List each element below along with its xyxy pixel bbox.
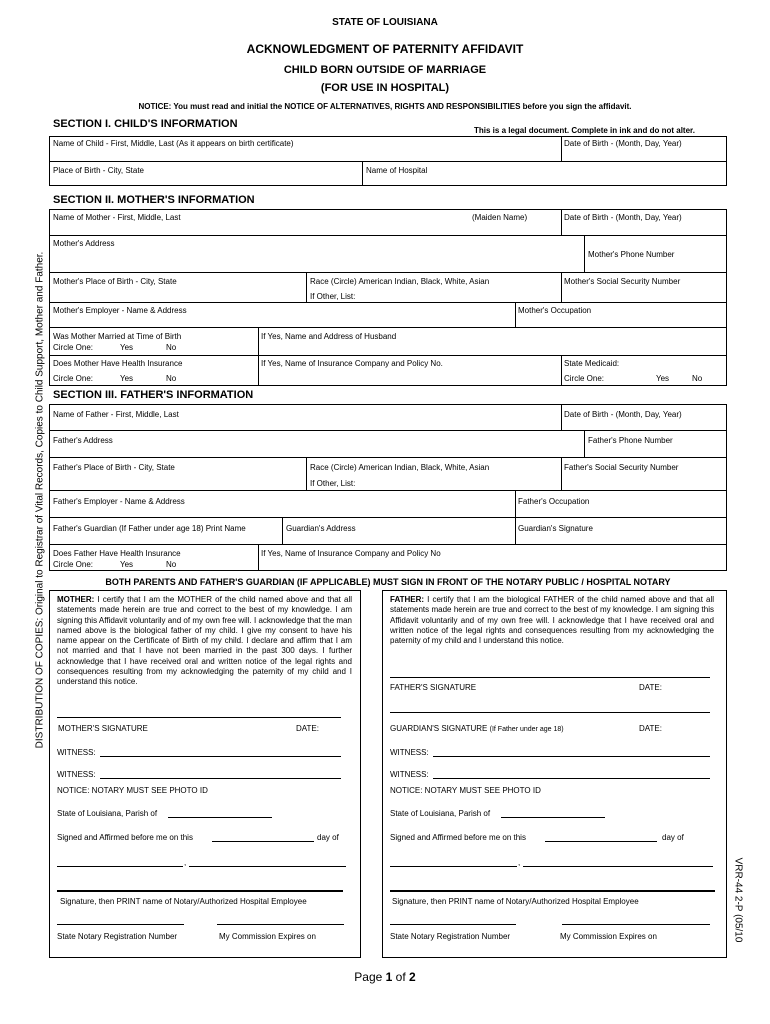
father-phone-field[interactable]: Father's Phone Number: [588, 436, 673, 445]
guardian-address-field[interactable]: Guardian's Address: [286, 524, 356, 533]
guardian-signature-field[interactable]: Guardian's Signature: [518, 524, 593, 533]
mother-race-field[interactable]: Race (Circle) American Indian, Black, White, Asian: [310, 277, 490, 286]
hospital-field[interactable]: Name of Hospital: [366, 166, 428, 175]
form-subtitle: CHILD BORN OUTSIDE OF MARRIAGE: [283, 64, 487, 76]
page-total: 2: [409, 970, 416, 984]
mother-statement: [57, 595, 352, 688]
mother-signed-label[interactable]: Signed and Affirmed before me on this: [57, 833, 193, 842]
mother-date-label[interactable]: DATE:: [296, 724, 319, 733]
legal-note: This is a legal document. Complete in ink and do not alter.: [474, 126, 695, 135]
father-race-other[interactable]: If Other, List:: [310, 479, 356, 488]
mother-employer-field[interactable]: Mother's Employer - Name & Address: [53, 306, 187, 315]
mother-parish-label[interactable]: State of Louisiana, Parish of: [57, 809, 158, 818]
mother-married-yes[interactable]: Yes: [120, 343, 134, 352]
mother-maiden-field[interactable]: (Maiden Name): [472, 213, 528, 222]
father-insurance-question: Does Father Have Health Insurance: [53, 549, 181, 558]
distribution-side-text: DISTRIBUTION OF COPIES: Original to Registrar of Vital Records, Copies to Child Support, Mother and Father.: [34, 251, 46, 749]
father-witness1-label[interactable]: WITNESS:: [390, 748, 429, 757]
father-address-field[interactable]: Father's Address: [53, 436, 113, 445]
father-race-field[interactable]: Race (Circle) American Indian, Black, White, Asian: [310, 463, 490, 472]
mother-witness2-label[interactable]: WITNESS:: [57, 770, 96, 779]
notary-header: BOTH PARENTS AND FATHER'S GUARDIAN (IF APPLICABLE) MUST SIGN IN FRONT OF THE NOTARY PUBLIC / HOSPITAL NOTARY: [105, 577, 671, 587]
page-indicator: [0, 970, 770, 984]
medicaid-circle: Circle One:: [564, 374, 605, 383]
section1-title: SECTION I. CHILD'S INFORMATION: [53, 118, 238, 130]
father-parish-label[interactable]: State of Louisiana, Parish of: [390, 809, 491, 818]
mother-statement-text: I certify that I am the MOTHER of the child named above and that all statements made herein are true and correct to the best of my knowledge. I am signing this Affidavit voluntarily and of my own free will. I acknowledge that the man named above is the biological father of my child. I give my consent to have his name appear on the Certificate of Birth of my child. I declare and affirm that I am not married and that I have not been married in the past 300 days. I further acknowledge that I have received oral and written notice of the legal rights and consequences resulting from my acknowledging the paternity of my child and I understand this notice.: [57, 595, 352, 687]
medicaid-yes[interactable]: Yes: [656, 374, 670, 383]
father-commission-label[interactable]: My Commission Expires on: [560, 932, 657, 941]
form-number: VRR-44 2-P (05/10: [732, 857, 744, 943]
mother-notary-notice: NOTICE: NOTARY MUST SEE PHOTO ID: [57, 786, 208, 795]
mother-insurance-yes[interactable]: Yes: [120, 374, 134, 383]
father-name-field[interactable]: Name of Father - First, Middle, Last: [53, 410, 179, 419]
mother-insurance-no[interactable]: No: [166, 374, 177, 383]
guardian-age-note: (If Father under age 18): [489, 726, 564, 733]
mother-commission-label[interactable]: My Commission Expires on: [219, 932, 316, 941]
mother-race-other[interactable]: If Other, List:: [310, 292, 356, 301]
mother-phone-field[interactable]: Mother's Phone Number: [588, 250, 675, 259]
guardian-name-field[interactable]: Father's Guardian (If Father under age 18) Print Name: [53, 524, 246, 533]
father-notary-notice: NOTICE: NOTARY MUST SEE PHOTO ID: [390, 786, 541, 795]
father-lead: FATHER:: [390, 595, 425, 604]
mother-occupation-field[interactable]: Mother's Occupation: [518, 306, 592, 315]
mother-signature-label[interactable]: MOTHER'S SIGNATURE: [58, 724, 148, 733]
mother-ssn-field[interactable]: Mother's Social Security Number: [564, 277, 681, 286]
father-insurance-company-field[interactable]: If Yes, Name of Insurance Company and Policy No: [261, 549, 441, 558]
medicaid-label: State Medicaid:: [564, 359, 620, 368]
mother-lead: MOTHER:: [57, 595, 95, 604]
father-signature-label[interactable]: FATHER'S SIGNATURE: [390, 683, 477, 692]
father-insurance-circle: Circle One:: [53, 560, 94, 569]
father-employer-field[interactable]: Father's Employer - Name & Address: [53, 497, 185, 506]
mother-married-circle: Circle One:: [53, 343, 94, 352]
father-date-label[interactable]: DATE:: [639, 683, 662, 692]
notice-text: NOTICE: You must read and initial the NOTICE OF ALTERNATIVES, RIGHTS AND RESPONSIBILITIES before you sign the affidavit.: [138, 102, 632, 111]
mother-name-field[interactable]: Name of Mother - First, Middle, Last: [53, 213, 181, 222]
father-signed-label[interactable]: Signed and Affirmed before me on this: [390, 833, 526, 842]
state-heading: STATE OF LOUISIANA: [332, 17, 438, 28]
child-name-field[interactable]: Name of Child - First, Middle, Last (As it appears on birth certificate): [53, 139, 294, 148]
father-birthplace-field[interactable]: Father's Place of Birth - City, State: [53, 463, 175, 472]
husband-field[interactable]: If Yes, Name and Address of Husband: [261, 332, 397, 341]
mother-dob-field[interactable]: Date of Birth - (Month, Day, Year): [564, 213, 682, 222]
mother-insurance-question: Does Mother Have Health Insurance: [53, 359, 183, 368]
mother-address-field[interactable]: Mother's Address: [53, 239, 115, 248]
father-witness2-label[interactable]: WITNESS:: [390, 770, 429, 779]
mother-notary-signature-label[interactable]: Signature, then PRINT name of Notary/Authorized Hospital Employee: [60, 897, 307, 906]
child-dob-field[interactable]: Date of Birth - (Month, Day, Year): [564, 139, 682, 148]
father-notary-signature-label[interactable]: Signature, then PRINT name of Notary/Authorized Hospital Employee: [392, 897, 639, 906]
form-use: (FOR USE IN HOSPITAL): [320, 82, 450, 94]
page-prefix: Page: [354, 970, 383, 984]
father-insurance-no[interactable]: No: [166, 560, 177, 569]
father-day-of-label: day of: [662, 833, 684, 842]
guardian-signature-label[interactable]: [390, 724, 564, 735]
page-of: of: [395, 970, 406, 984]
section3-title: SECTION III. FATHER'S INFORMATION: [53, 389, 254, 401]
mother-day-of-label: day of: [317, 833, 339, 842]
mother-comma: ,: [184, 858, 187, 867]
father-comma: ,: [518, 858, 521, 867]
guardian-signature-text: GUARDIAN'S SIGNATURE: [390, 724, 488, 733]
page-number: 1: [385, 970, 393, 984]
guardian-date-label[interactable]: DATE:: [639, 724, 662, 733]
father-dob-field[interactable]: Date of Birth - (Month, Day, Year): [564, 410, 682, 419]
child-birthplace-field[interactable]: Place of Birth - City, State: [53, 166, 144, 175]
mother-married-question: Was Mother Married at Time of Birth: [53, 332, 182, 341]
section2-title: SECTION II. MOTHER'S INFORMATION: [53, 194, 255, 206]
mother-notary-reg-label[interactable]: State Notary Registration Number: [57, 932, 178, 941]
father-statement: [390, 595, 714, 646]
mother-insurance-circle: Circle One:: [53, 374, 94, 383]
mother-witness1-label[interactable]: WITNESS:: [57, 748, 96, 757]
father-occupation-field[interactable]: Father's Occupation: [518, 497, 590, 506]
father-insurance-yes[interactable]: Yes: [120, 560, 134, 569]
mother-insurance-company-field[interactable]: If Yes, Name of Insurance Company and Policy No.: [261, 359, 443, 368]
mother-married-no[interactable]: No: [166, 343, 177, 352]
mother-birthplace-field[interactable]: Mother's Place of Birth - City, State: [53, 277, 177, 286]
father-notary-reg-label[interactable]: State Notary Registration Number: [390, 932, 511, 941]
form-title: ACKNOWLEDGMENT OF PATERNITY AFFIDAVIT: [246, 42, 524, 56]
father-statement-text: I certify that I am the biological FATHER of the child named above and that all statements made herein are true and correct to the best of my knowledge. I am signing this Affidavit voluntarily and of my own free will. I acknowledge that I have received oral and written notice of the legal rights and consequences resulting from my acknowledging the paternity of my child and I understand this notice.: [390, 595, 715, 646]
medicaid-no[interactable]: No: [692, 374, 703, 383]
father-ssn-field[interactable]: Father's Social Security Number: [564, 463, 679, 472]
